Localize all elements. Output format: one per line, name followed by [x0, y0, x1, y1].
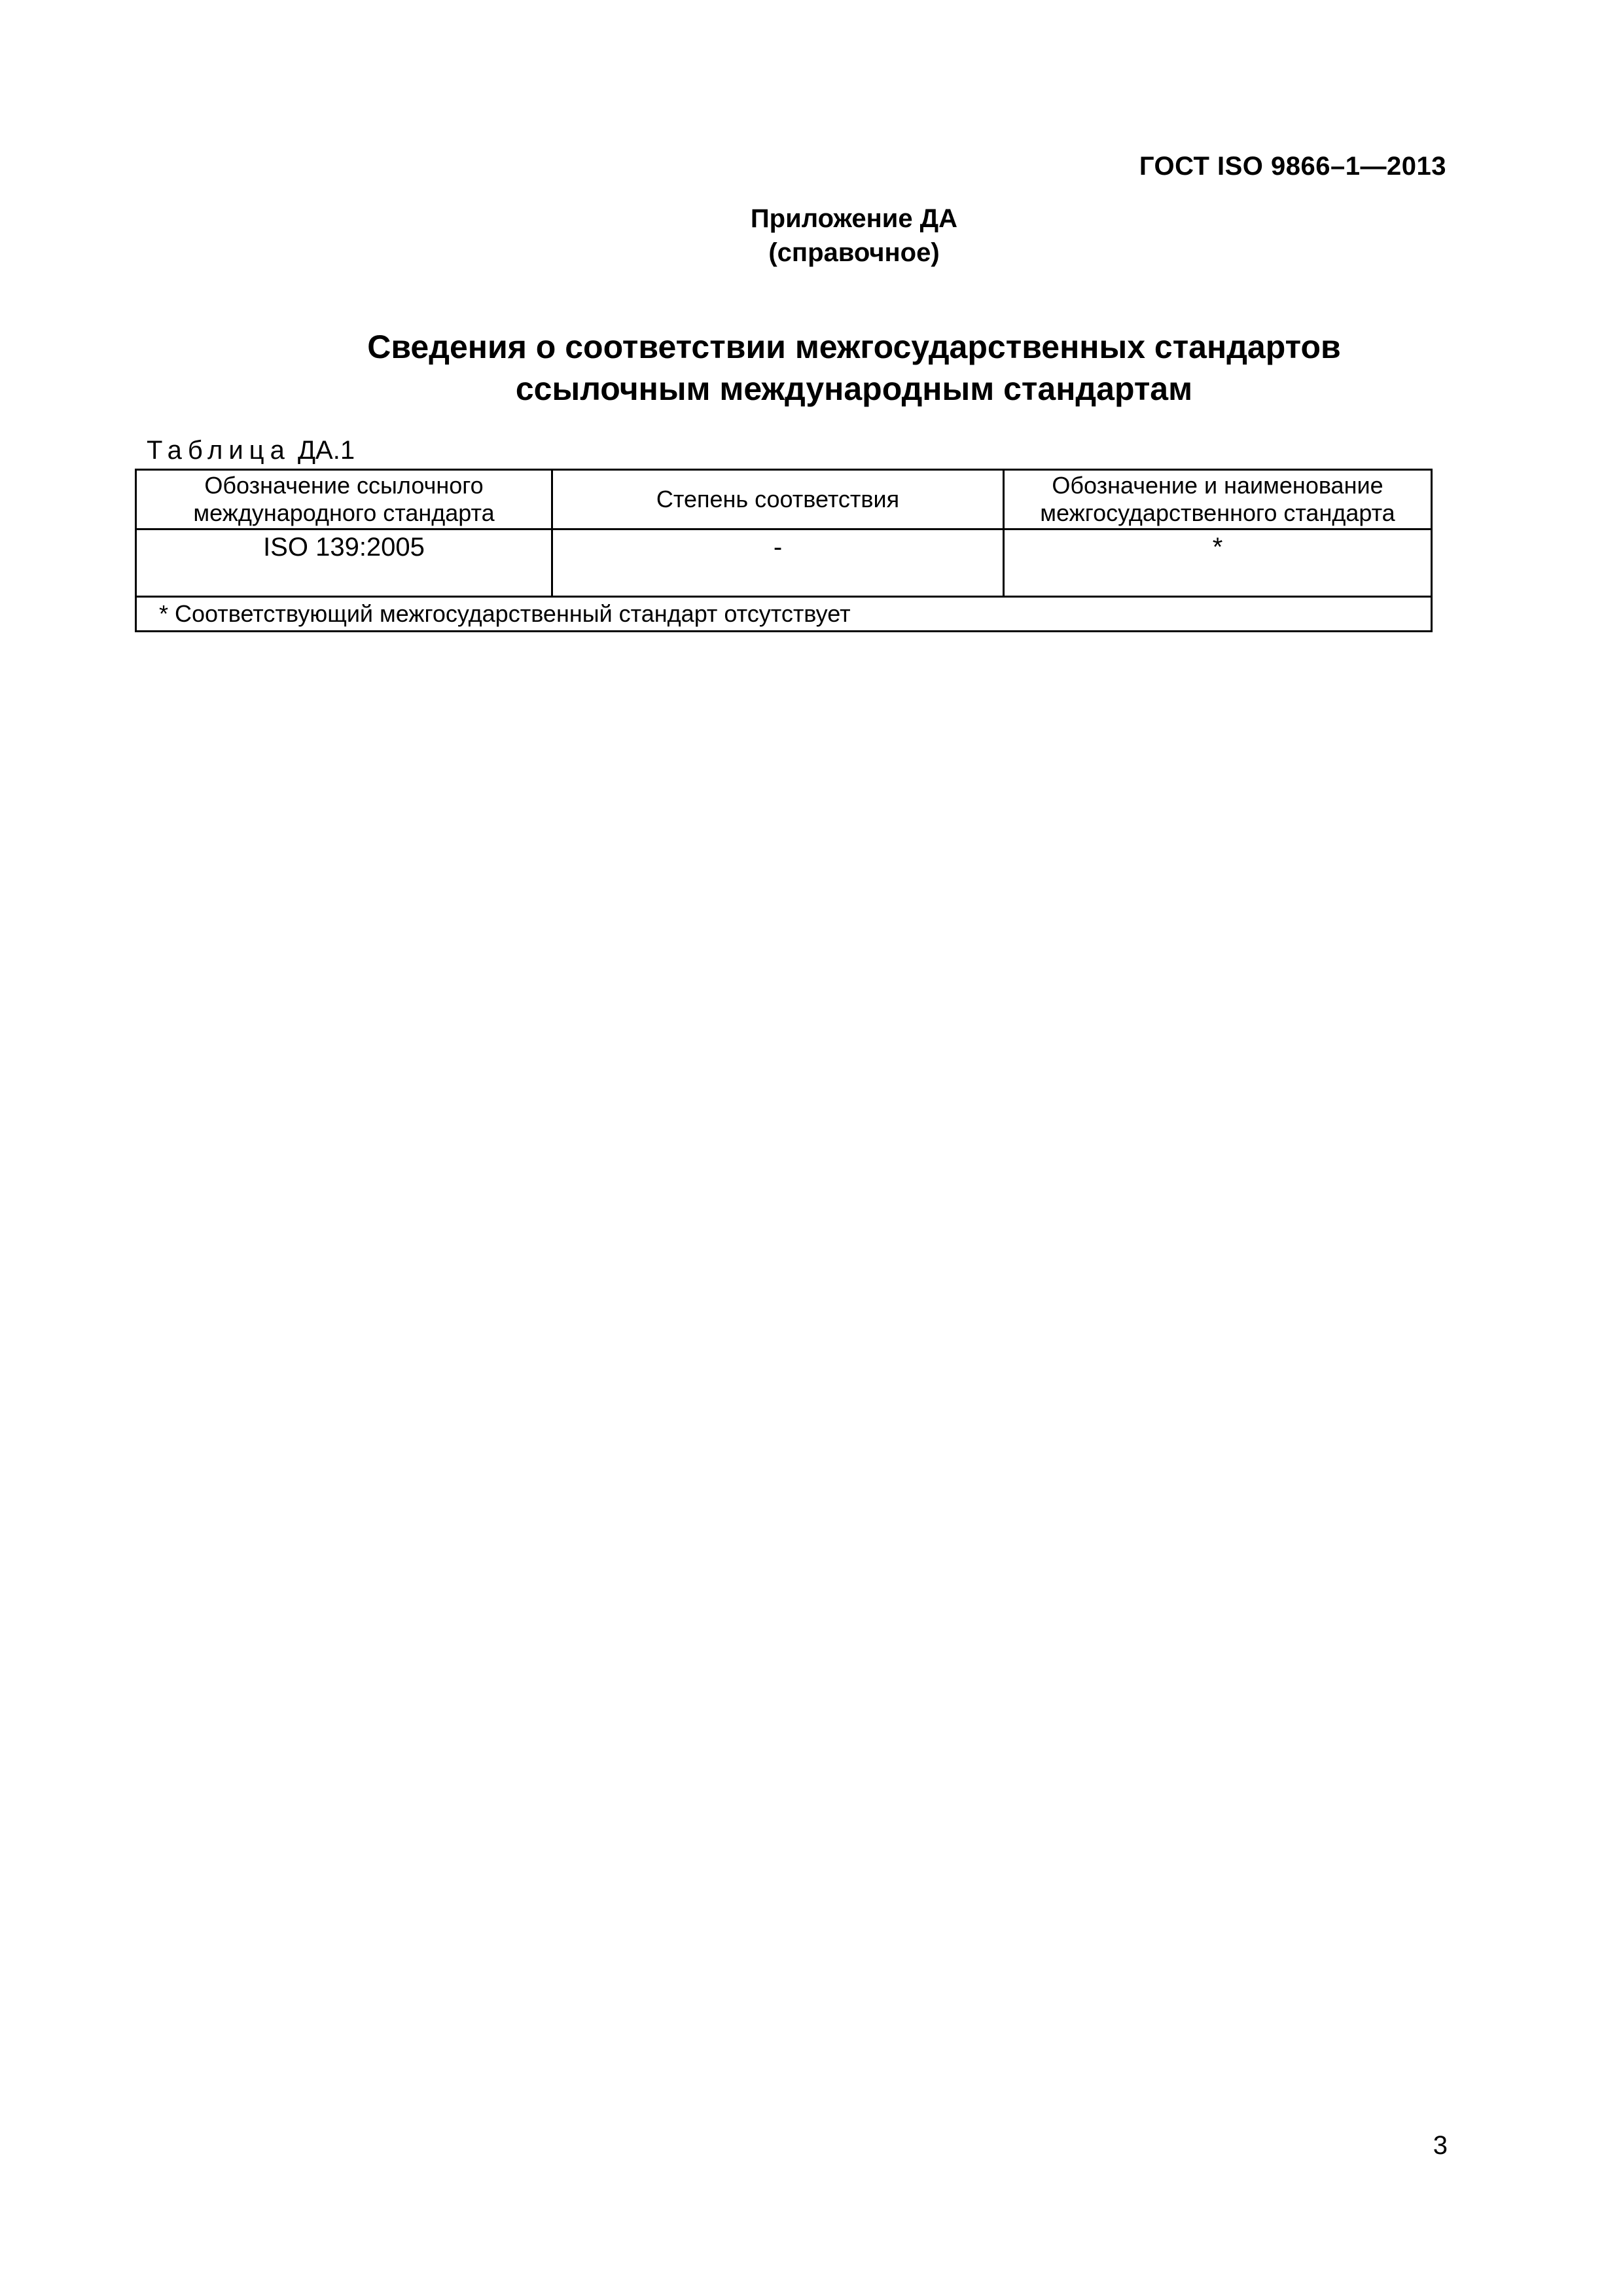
- table-footnote-row: [136, 597, 1432, 632]
- table-footnote: * Соответствующий межгосударственный стандарт отсутствует: [136, 597, 1432, 632]
- page-number: 3: [1433, 2131, 1448, 2160]
- table-row: [136, 529, 1432, 597]
- table-caption-word: Таблица: [147, 436, 291, 465]
- table-caption: [147, 435, 355, 466]
- cell-interstate-standard: *: [1004, 529, 1432, 597]
- document-code: ГОСТ ISO 9866–1—2013: [1139, 152, 1446, 181]
- header-international-standard: Обозначение ссылочного международного стандарта: [136, 470, 552, 529]
- section-title-line-2: ссылочным международным стандартам: [515, 370, 1193, 407]
- header-conformity-degree: Степень соответствия: [552, 470, 1004, 529]
- section-title-line-1: Сведения о соответствии межгосударственных стандартов: [367, 329, 1341, 365]
- conformity-table: [135, 469, 1433, 632]
- table-caption-number: ДА.1: [297, 436, 355, 465]
- cell-conformity-degree: -: [552, 529, 1004, 597]
- appendix-heading: [0, 202, 1623, 270]
- header-interstate-standard: Обозначение и наименование межгосударственного стандарта: [1004, 470, 1432, 529]
- section-title: [0, 326, 1623, 410]
- appendix-label: Приложение ДА: [750, 204, 958, 233]
- table-header-row: [136, 470, 1432, 529]
- appendix-type: (справочное): [768, 238, 940, 267]
- cell-international-standard: ISO 139:2005: [136, 529, 552, 597]
